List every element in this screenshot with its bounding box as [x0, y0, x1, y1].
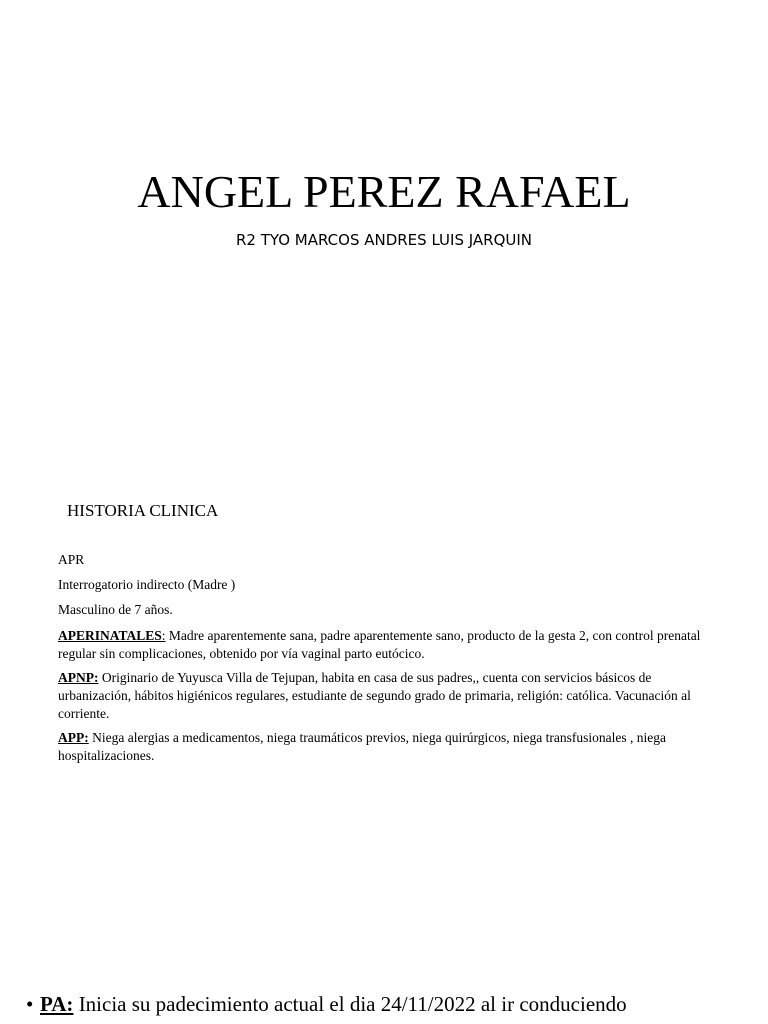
pa-bullet-item [26, 991, 732, 1024]
pa-label: PA: [40, 992, 74, 1016]
section-heading-historia-clinica: HISTORIA CLINICA [67, 501, 219, 520]
interrogatorio-line: Interrogatorio indirecto (Madre ) [58, 577, 236, 592]
apr-line: APR [58, 552, 85, 567]
page-subtitle: R2 TYO MARCOS ANDRES LUIS JARQUIN [235, 231, 533, 249]
bullet-icon: • [26, 992, 34, 1016]
app-text: Niega alergias a medicamentos, niega traumáticos previos, niega quirúrgicos, niega transfusionales , niega hospitalizaciones. [58, 730, 666, 763]
apnp-paragraph [58, 669, 708, 723]
aperinatales-paragraph [58, 627, 708, 663]
pa-text: Inicia su padecimiento actual el dia 24/11/2022 al ir conduciendo [73, 992, 627, 1016]
apnp-text: Originario de Yuyusca Villa de Tejupan, habita en casa de sus padres,, cuenta con servicios básicos de urbanización, hábitos higiénicos regulares, estudiante de segundo grado de primaria, religión: católica. Vacunación al corriente. [58, 670, 691, 721]
aperinatales-text: Madre aparentemente sana, padre aparentemente sano, producto de la gesta 2, con control prenatal regular sin complicaciones, obtenido por vía vaginal parto eutócico. [58, 628, 701, 661]
masculino-line: Masculino de 7 años. [58, 602, 173, 617]
apnp-label: APNP: [58, 670, 99, 685]
page-title: ANGEL PEREZ RAFAEL [137, 166, 631, 217]
aperinatales-label: APERINATALES [58, 628, 162, 643]
aperinatales-colon: : [161, 628, 166, 643]
app-label: APP: [58, 730, 89, 745]
app-paragraph [58, 729, 708, 765]
